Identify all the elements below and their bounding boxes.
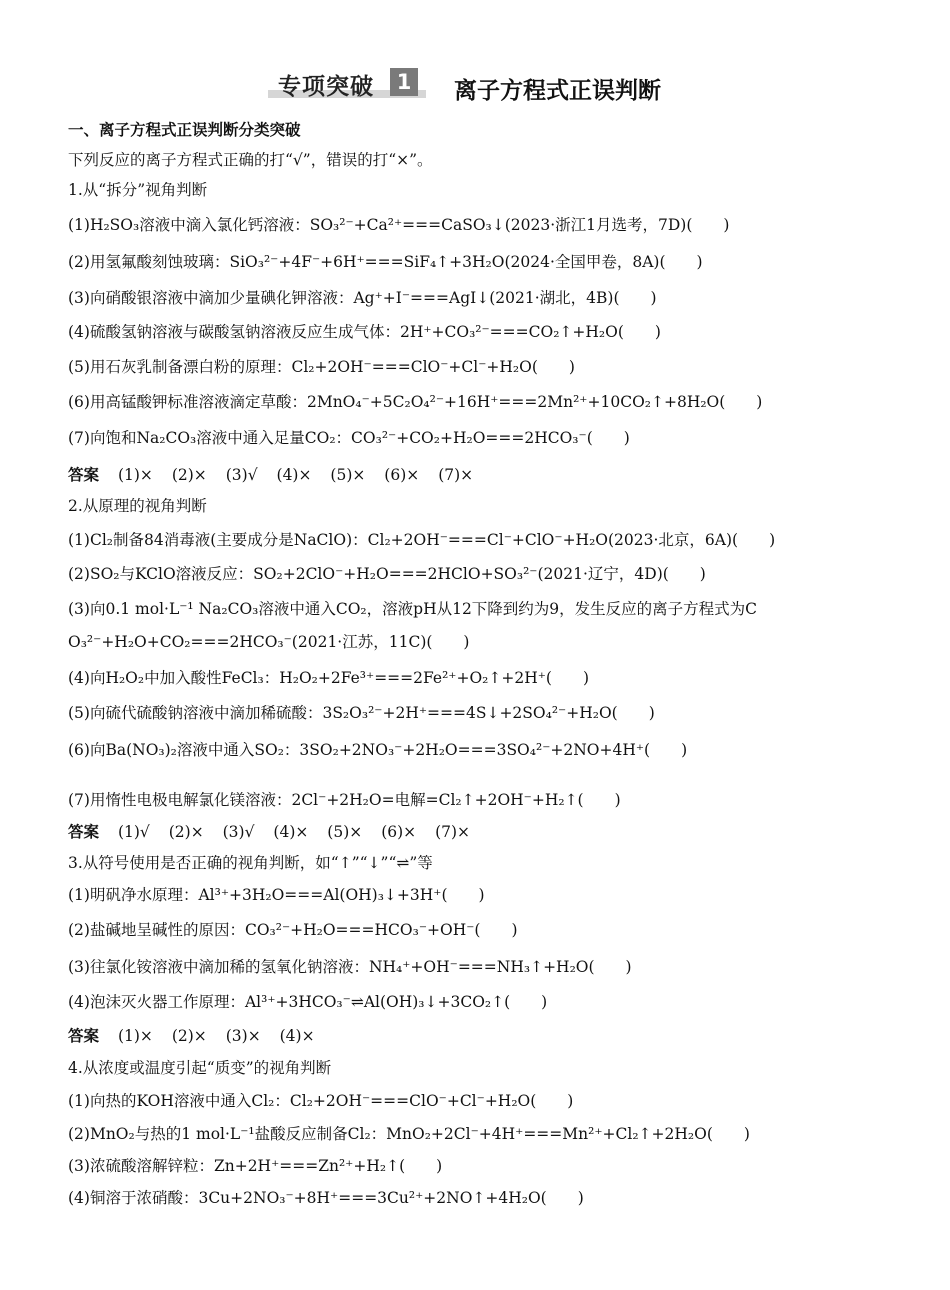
group2-item-7: (7)用惰性电极电解氯化镁溶液：2Cl⁻+2H₂O=电解=Cl₂↑+2OH⁻+H₂↑( ) <box>68 791 621 809</box>
topic-badge <box>268 68 426 100</box>
group2-item-6: (6)向Ba(NO₃)₂溶液中通入SO₂：3SO₂+2NO₃⁻+2H₂O===3SO₄²⁻+2NO+4H⁺( ) <box>68 741 688 759</box>
group3-item-2: (2)盐碱地呈碱性的原因：CO₃²⁻+H₂O===HCO₃⁻+OH⁻( ) <box>68 921 518 939</box>
group3-answer <box>68 1026 898 1046</box>
page-header <box>268 68 828 112</box>
group2-item-4: (4)向H₂O₂中加入酸性FeCl₃：H₂O₂+2Fe³⁺===2Fe²⁺+O₂↑+2H⁺( ) <box>68 669 590 687</box>
section-intro: 下列反应的离子方程式正确的打“√”，错误的打“×”。 <box>68 151 433 169</box>
answer-item: (4)× <box>273 823 309 841</box>
badge-text: 专项突破 <box>278 73 374 100</box>
group4-item-1: (1)向热的KOH溶液中通入Cl₂：Cl₂+2OH⁻===ClO⁻+Cl⁻+H₂O( ) <box>68 1092 574 1110</box>
answer-label: 答案 <box>68 466 100 484</box>
group2-item-3-line1: (3)向0.1 mol·L⁻¹ Na₂CO₃溶液中通入CO₂，溶液pH从12下降到约为9，发生反应的离子方程式为C <box>68 600 758 618</box>
group1-item-1: (1)H₂SO₃溶液中滴入氯化钙溶液：SO₃²⁻+Ca²⁺===CaSO₃↓(2023·浙江1月选考，7D)( ) <box>68 216 730 234</box>
group2-item-3-line2: O₃²⁻+H₂O+CO₂===2HCO₃⁻(2021·江苏，11C)( ) <box>68 633 470 651</box>
page-title: 离子方程式正误判断 <box>454 78 661 104</box>
answer-item: (3)√ <box>222 823 255 841</box>
group4-item-4: (4)铜溶于浓硝酸：3Cu+2NO₃⁻+8H⁺===3Cu²⁺+2NO↑+4H₂O( ) <box>68 1189 584 1207</box>
group4-item-3: (3)浓硫酸溶解锌粒：Zn+2H⁺===Zn²⁺+H₂↑( ) <box>68 1157 443 1175</box>
answer-item: (2)× <box>168 823 204 841</box>
group1-item-6: (6)用高锰酸钾标准溶液滴定草酸：2MnO₄⁻+5C₂O₄²⁻+16H⁺===2Mn²⁺+10CO₂↑+8H₂O( ) <box>68 393 763 411</box>
answer-item: (2)× <box>171 1027 207 1045</box>
answer-label: 答案 <box>68 823 100 841</box>
answer-item: (1)× <box>117 1027 153 1045</box>
group3-item-1: (1)明矾净水原理：Al³⁺+3H₂O===Al(OH)₃↓+3H⁺( ) <box>68 886 485 904</box>
group1-item-2: (2)用氢氟酸刻蚀玻璃：SiO₃²⁻+4F⁻+6H⁺===SiF₄↑+3H₂O(2024·全国甲卷，8A)( ) <box>68 253 703 271</box>
group3-item-3: (3)往氯化铵溶液中滴加稀的氢氧化钠溶液：NH₄⁺+OH⁻===NH₃↑+H₂O( ) <box>68 958 632 976</box>
group2-item-2: (2)SO₂与KClO溶液反应：SO₂+2ClO⁻+H₂O===2HClO+SO₃²⁻(2021·辽宁，4D)( ) <box>68 565 706 583</box>
answer-item: (7)× <box>435 823 471 841</box>
group3-item-4: (4)泡沫灭火器工作原理：Al³⁺+3HCO₃⁻⇌Al(OH)₃↓+3CO₂↑( ) <box>68 993 548 1011</box>
group4-heading: 4.从浓度或温度引起“质变”的视角判断 <box>68 1059 332 1077</box>
group2-item-5: (5)向硫代硫酸钠溶液中滴加稀硫酸：3S₂O₃²⁻+2H⁺===4S↓+2SO₄²⁻+H₂O( ) <box>68 704 655 722</box>
group1-item-3: (3)向硝酸银溶液中滴加少量碘化钾溶液：Ag⁺+I⁻===AgI↓(2021·湖北，4B)( ) <box>68 289 657 307</box>
answer-item: (7)× <box>438 466 474 484</box>
answer-item: (3)√ <box>225 466 258 484</box>
section-heading: 一、离子方程式正误判断分类突破 <box>68 121 301 139</box>
badge-number: 1 <box>390 68 418 96</box>
answer-item: (3)× <box>225 1027 261 1045</box>
group2-heading: 2.从原理的视角判断 <box>68 497 207 515</box>
group1-item-4: (4)硫酸氢钠溶液与碳酸氢钠溶液反应生成气体：2H⁺+CO₃²⁻===CO₂↑+H₂O( ) <box>68 323 661 341</box>
group2-answer <box>68 822 898 842</box>
answer-item: (5)× <box>327 823 363 841</box>
answer-label: 答案 <box>68 1027 100 1045</box>
answer-item: (5)× <box>330 466 366 484</box>
answer-item: (4)× <box>279 1027 315 1045</box>
group1-item-7: (7)向饱和Na₂CO₃溶液中通入足量CO₂：CO₃²⁻+CO₂+H₂O===2HCO₃⁻( ) <box>68 429 630 447</box>
group1-heading: 1.从“拆分”视角判断 <box>68 181 208 199</box>
answer-item: (4)× <box>276 466 312 484</box>
answer-item: (2)× <box>171 466 207 484</box>
group1-answer <box>68 465 898 485</box>
answer-item: (6)× <box>384 466 420 484</box>
answer-item: (6)× <box>381 823 417 841</box>
group2-item-1: (1)Cl₂制备84消毒液(主要成分是NaClO)：Cl₂+2OH⁻===Cl⁻+ClO⁻+H₂O(2023·北京，6A)( ) <box>68 531 776 549</box>
group3-heading: 3.从符号使用是否正确的视角判断，如“↑”“↓”“⇌”等 <box>68 854 433 872</box>
answer-item: (1)× <box>117 466 153 484</box>
group1-item-5: (5)用石灰乳制备漂白粉的原理：Cl₂+2OH⁻===ClO⁻+Cl⁻+H₂O( ) <box>68 358 575 376</box>
answer-item: (1)√ <box>117 823 150 841</box>
group4-item-2: (2)MnO₂与热的1 mol·L⁻¹盐酸反应制备Cl₂：MnO₂+2Cl⁻+4H⁺===Mn²⁺+Cl₂↑+2H₂O( ) <box>68 1125 750 1143</box>
